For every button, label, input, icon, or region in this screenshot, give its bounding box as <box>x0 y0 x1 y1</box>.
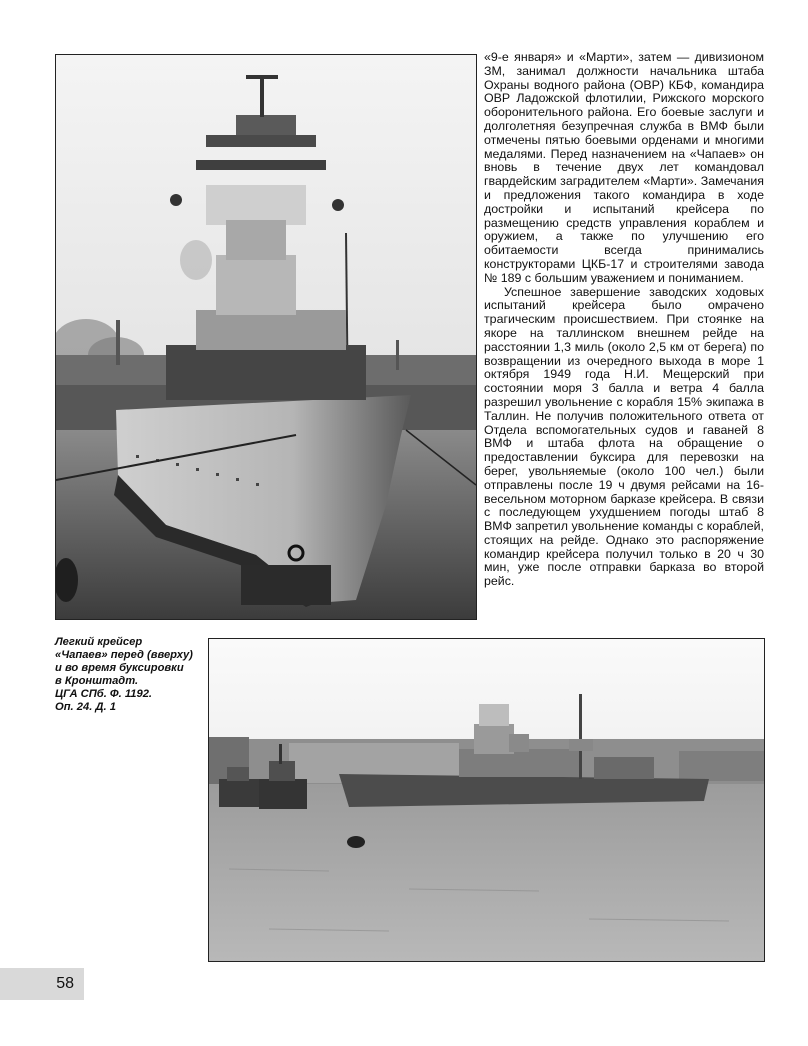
article-text <box>484 51 764 589</box>
caption-line: Оп. 24. Д. 1 <box>55 701 116 713</box>
article-paragraph: «9-е января» и «Марти», затем — дивизионом ЗМ, занимал должности начальника штаба Охраны водного района (ОВР) КБФ, командира ОВР Ладожской флотилии, Рижского морского оборонительного района. Его боевые заслуги и долголетняя безупречная служба в ВМФ были отмечены пятью боевыми орденами и многими медалями. Перед назначением на «Чапаев» он вновь в течение двух лет командовал гвардейским заградителем «Марти». Замечания и предложения такого командира в ходе достройки и испытаний крейсера по размещению средств управления кораблем и оружием, а также по улучшению его обитаемости всегда принимались конструкторами ЦКБ-17 и строителями завода № 189 с большим уважением и пониманием. <box>484 50 764 285</box>
caption-line: «Чапаев» перед (вверху) <box>55 649 193 661</box>
caption-line: и во время буксировки <box>55 662 184 674</box>
page-number: 58 <box>56 975 74 992</box>
photo-cruiser-bow <box>55 54 477 620</box>
caption-line: в Кронштадт. <box>55 675 139 687</box>
photo-caption <box>55 636 203 714</box>
page-number-box <box>0 968 84 1000</box>
caption-line: Легкий крейсер <box>55 636 143 648</box>
article-paragraph: Успешное завершение заводских ходовых испытаний крейсера было омрачено трагическим происшествием. При стоянке на якоре на таллинском внешнем рейде на расстоянии 1,3 миль (около 2,5 км от берега) по возвращении из очередного выхода в море 1 октября 1949 года Н.И. Мещерский при состоянии моря 3 балла и ветра 4 балла разрешил увольнение с корабля 15% экипажа в Таллин. Не получив положительного ответа от Отдела вспомогательных судов и гаваней 8 ВМФ и штаба флота на обращение о предоставлении буксира для перевозки на берег, увольняемые (около 100 чел.) были отправлены после 19 ч двумя рейсами на 16-весельном моторном барказе крейсера. В связи с последующем ухудшением погоды штаб 8 ВМФ запретил увольнение команды с кораблей, стоящих на рейде. Однако это распоряжение командир крейсера получил только в 20 ч 30 мин, уже после отправки барказа во второй рейс. <box>484 284 764 589</box>
photo-cruiser-towing <box>208 638 765 962</box>
caption-line: ЦГА СПб. Ф. 1192. <box>55 688 153 700</box>
